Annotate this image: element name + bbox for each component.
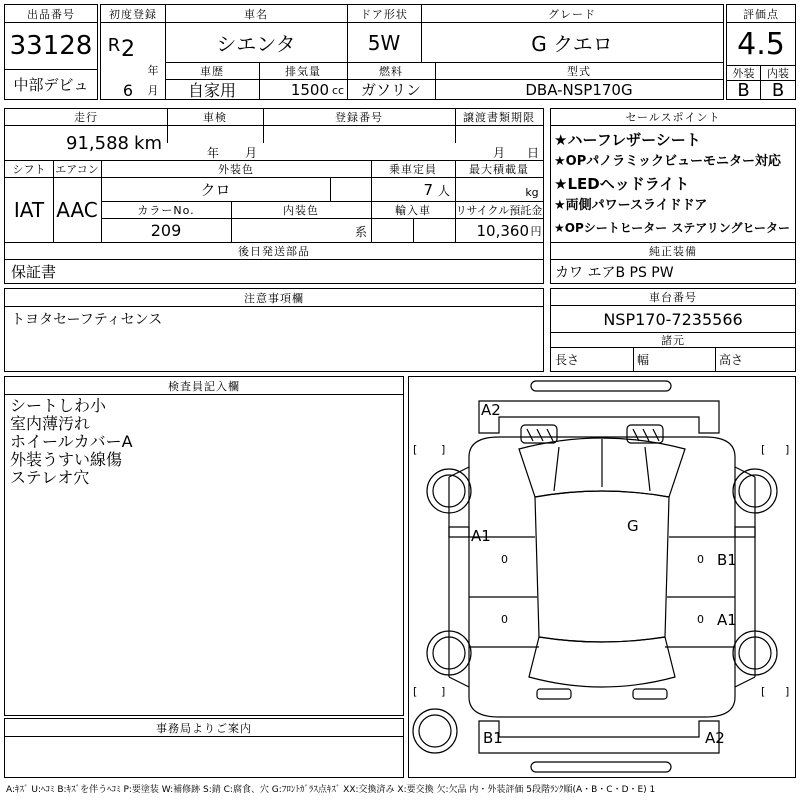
inspection-month-unit: 月 bbox=[244, 145, 257, 159]
dimensions-width: 幅 bbox=[637, 352, 650, 367]
transfer-label: 譲渡書類期限 bbox=[463, 111, 535, 124]
dimensions-length: 長さ bbox=[555, 352, 580, 367]
zero-mark: 0 bbox=[697, 613, 704, 626]
bracket-close-bottom-right: ] bbox=[785, 685, 790, 698]
header-main-box bbox=[100, 4, 724, 100]
score-value: 4.5 bbox=[737, 26, 785, 62]
exterior-label: 外装 bbox=[732, 67, 755, 80]
later-parts-value: 保証書 bbox=[11, 263, 57, 281]
displacement-unit: cc bbox=[331, 84, 345, 97]
mileage-value: 91,588 bbox=[66, 132, 129, 154]
color-no-label: カラーNo. bbox=[137, 204, 195, 217]
inspector-item: ホイールカバーA bbox=[10, 432, 133, 451]
equipment-value: カワ エアB PS PW bbox=[555, 264, 674, 281]
ac-label: エアコン bbox=[55, 163, 99, 176]
later-parts-label: 後日発送部品 bbox=[238, 245, 310, 258]
fuel-label: 燃料 bbox=[379, 65, 403, 78]
chassis-box bbox=[550, 288, 796, 372]
bracket-close-left: ] bbox=[441, 443, 446, 456]
chassis-label: 車台番号 bbox=[649, 291, 697, 304]
notes-value: トヨタセーフティセンス bbox=[11, 312, 163, 328]
bracket-close-right: ] bbox=[785, 443, 790, 456]
interior-grade: B bbox=[771, 81, 785, 99]
selling-point-item: ★OPパノラミックビューモニター対応 bbox=[554, 154, 781, 169]
selling-points-list bbox=[554, 129, 794, 239]
bracket-open-right: [ bbox=[761, 443, 766, 456]
car-name-label: 車名 bbox=[244, 7, 268, 21]
damage-mark-right-rear-door: A1 bbox=[717, 611, 737, 629]
lot-label: 出品番号 bbox=[27, 7, 75, 21]
dimensions-height: 高さ bbox=[719, 352, 744, 367]
damage-mark-rear-right: A2 bbox=[705, 729, 725, 747]
debut-label: 中部デビュ bbox=[13, 76, 89, 94]
door-value: 5W bbox=[367, 30, 401, 55]
interior-label: 内装 bbox=[767, 67, 789, 80]
shift-label: シフト bbox=[12, 163, 46, 176]
fuel-value: ガソリン bbox=[360, 81, 421, 99]
inspector-label: 検査員記入欄 bbox=[168, 379, 240, 393]
car-name: シエンタ bbox=[216, 32, 296, 56]
capacity-label: 乗車定員 bbox=[389, 163, 437, 176]
color-no-value: 209 bbox=[150, 221, 182, 240]
load-label: 最大積載量 bbox=[469, 163, 529, 176]
damage-mark-left-door: A1 bbox=[471, 527, 491, 545]
details-box bbox=[4, 108, 544, 284]
inspector-item: シートしわ小 bbox=[10, 396, 107, 415]
selling-points-box bbox=[550, 108, 796, 284]
damage-mark-front-bumper: A2 bbox=[481, 401, 501, 419]
inspector-item: ステレオ穴 bbox=[10, 468, 90, 487]
model-label: 型式 bbox=[567, 65, 591, 78]
capacity-unit: 人 bbox=[437, 183, 450, 198]
history-value: 自家用 bbox=[187, 81, 236, 99]
interior-color-unit: 系 bbox=[354, 224, 367, 239]
month-unit: 月 bbox=[147, 84, 159, 97]
selling-point-item: ★ハーフレザーシート bbox=[554, 131, 701, 149]
grade-value: G クエロ bbox=[531, 32, 613, 56]
car-diagram bbox=[408, 376, 796, 778]
score-label: 評価点 bbox=[743, 7, 779, 21]
selling-point-item: ★OPシートヒーター ステアリングヒーター bbox=[554, 221, 791, 235]
capacity-value: 7 bbox=[423, 180, 433, 199]
inspector-item: 外装うすい線傷 bbox=[10, 450, 123, 469]
first-reg-label: 初度登録 bbox=[109, 7, 157, 21]
car-outline-diagram bbox=[409, 377, 795, 777]
model-value: DBA-NSP170G bbox=[525, 80, 633, 99]
recycle-value: 10,360 bbox=[476, 221, 529, 240]
load-unit: kg bbox=[525, 185, 539, 199]
transfer-month-unit: 月 bbox=[492, 145, 505, 159]
zero-mark: 0 bbox=[697, 553, 704, 566]
selling-point-item: ★両側パワースライドドア bbox=[554, 198, 708, 213]
color-label: 外装色 bbox=[218, 163, 254, 176]
office-label: 事務局よりご案内 bbox=[156, 721, 252, 735]
bracket-open-left: [ bbox=[413, 443, 418, 456]
chassis-value: NSP170-7235566 bbox=[603, 309, 743, 329]
year-unit: 年 bbox=[147, 64, 159, 77]
inspector-box bbox=[4, 376, 404, 716]
ac-value: AAC bbox=[56, 198, 98, 222]
selling-point-item: ★LEDヘッドライト bbox=[554, 175, 690, 193]
header-box bbox=[4, 4, 98, 100]
damage-mark-rear-left: B1 bbox=[483, 729, 503, 747]
color-value: クロ bbox=[200, 181, 231, 199]
shift-value: IAT bbox=[13, 198, 45, 222]
inspection-year-unit: 年 bbox=[206, 145, 219, 159]
era-value: R bbox=[107, 34, 121, 56]
damage-mark-right-front-door: B1 bbox=[717, 551, 737, 569]
month-value: 6 bbox=[122, 81, 134, 99]
exterior-grade: B bbox=[737, 81, 750, 99]
bracket-close-bottom-left: ] bbox=[441, 685, 446, 698]
notes-box bbox=[4, 288, 544, 372]
equipment-label: 純正装備 bbox=[649, 245, 697, 258]
selling-points-label: セールスポイント bbox=[625, 111, 721, 124]
damage-mark-roof: G bbox=[627, 517, 639, 535]
notes-label: 注意事項欄 bbox=[244, 291, 304, 305]
inspector-list bbox=[10, 397, 133, 487]
score-box bbox=[726, 4, 796, 100]
legend-text: A:ｷｽﾞ U:ﾍｺﾐ B:ｷｽﾞを伴うﾍｺﾐ P:要塗装 W:補修跡 S:錆 C:腐食、穴 G:ﾌﾛﾝﾄｶﾞﾗｽ点ｷｽﾞ XX:交換済み X:要交換 欠:欠品 内・外装評価 5段階ﾗﾝｸ順(A・B・C・D・E) 1 bbox=[6, 784, 656, 795]
year-value: 2 bbox=[121, 36, 135, 62]
mileage-unit: km bbox=[134, 132, 162, 154]
grade-label: グレード bbox=[548, 7, 596, 21]
displacement-label: 排気量 bbox=[285, 65, 321, 78]
displacement-value: 1500 bbox=[290, 80, 329, 99]
recycle-label: リサイクル預託金 bbox=[455, 204, 543, 217]
dimensions-label: 諸元 bbox=[661, 334, 685, 347]
plate-label: 登録番号 bbox=[335, 111, 383, 124]
inspector-item: 室内薄汚れ bbox=[10, 414, 91, 433]
zero-mark: 0 bbox=[501, 613, 508, 626]
inspection-label: 車検 bbox=[203, 111, 227, 124]
office-box bbox=[4, 718, 404, 778]
import-label: 輸入車 bbox=[395, 204, 431, 217]
lot-number: 33128 bbox=[9, 31, 93, 61]
door-label: ドア形状 bbox=[360, 7, 408, 21]
interior-color-label: 内装色 bbox=[283, 204, 319, 217]
bracket-open-bottom-right: [ bbox=[761, 685, 766, 698]
history-label: 車歴 bbox=[200, 65, 224, 78]
mileage-label: 走行 bbox=[74, 111, 98, 124]
zero-mark: 0 bbox=[501, 553, 508, 566]
transfer-day-unit: 日 bbox=[526, 145, 539, 159]
recycle-unit: 円 bbox=[530, 225, 542, 238]
bracket-open-bottom-left: [ bbox=[413, 685, 418, 698]
